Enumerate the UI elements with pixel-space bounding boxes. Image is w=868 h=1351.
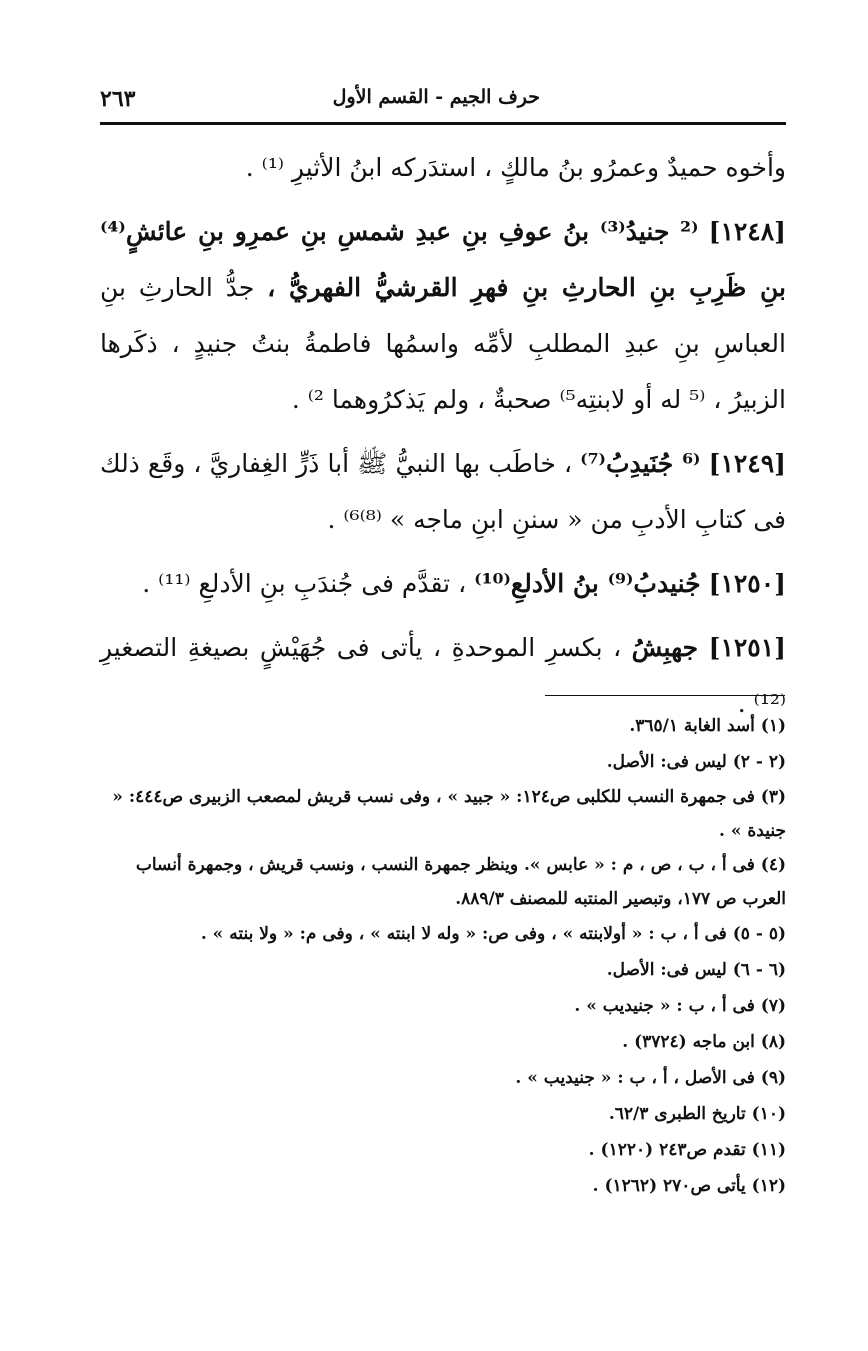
header-rule (100, 122, 786, 125)
main-text (100, 140, 786, 732)
entry-number: [١٢٤٩] (708, 449, 787, 478)
footnote: (١١) تقدم ص٢٤٣ (١٢٢٠) . (588, 1140, 786, 1160)
entry-1249 (100, 436, 786, 548)
footnote: (٣) فى جمهرة النسب للكلبى ص١٢٤: « جبيد » ، وفى نسب قريش لمصعب الزبيرى ص٤٤٤: « جنيدة » . (112, 787, 786, 841)
footnotes (100, 708, 786, 1204)
footnote: (٤) فى أ ، ب ، ص ، م : « عابس ». وينظر جمهرة النسب ، ونسب قريش ، وجمهرة أنساب العرب ص ١٧٧، وتبصير المنتبه للمصنف ٨٨٩/٣. (135, 855, 786, 909)
footnote: (٩) فى الأصل ، أ ، ب : « جنيديب » . (515, 1068, 786, 1088)
footnote: (١) أسد الغابة ٣٦٥/١. (629, 716, 786, 736)
intro-paragraph: وأخوه حميدٌ وعمرُو بنُ مالكٍ ، استدَركه ابنُ الأثيرِ ⁽¹⁾ . (245, 153, 786, 182)
entry-text: ، بكسرِ الموحدةِ ، يأتى فى جُهَيْشٍ بصيغةِ التصغيرِ ⁽¹²⁾ . (100, 633, 786, 718)
entry-text: ، خاطَب بها النبيُّ ﷺ أبا ذَرٍّ الغِفاريَّ ، وقَع ذلك فى كتابِ الأدبِ من « سننِ ابنِ ماجه » ⁽⁸⁾⁶⁾ . (100, 449, 786, 534)
entry-text: ، تقدَّم فى جُندَبِ بنِ الأدلعِ ⁽¹¹⁾ . (142, 569, 467, 598)
entry-1248 (100, 204, 786, 428)
entry-name: ⁽² جنيدُ⁽³⁾ بنُ عوفِ بنِ عبدِ شمسِ بنِ عمرِو بنِ عائشٍ⁽⁴⁾ بنِ ظَرِبِ بنِ الحارثِ بنِ فهرِ القرشيُّ الفهريُّ ، (100, 217, 786, 302)
page-title: حرف الجيم - القسم الأول (332, 86, 540, 108)
footnote: (١٢) يأتى ص٢٧٠ (١٢٦٢) . (592, 1176, 786, 1196)
footnote: (٨) ابن ماجه (٣٧٢٤) . (622, 1032, 786, 1052)
entry-number: [١٢٥٠] (708, 569, 786, 598)
page-number: ٢٦٣ (100, 86, 136, 112)
running-header (100, 86, 786, 122)
footnote: (٦ - ٦) ليس فى: الأصل. (606, 960, 786, 980)
entry-name: جُنيدبُ⁽⁹⁾ بنُ الأدلعِ⁽¹⁰⁾ (474, 569, 701, 598)
footnote-separator (545, 695, 785, 696)
entry-name: ⁽⁶ جُنَيدِبُ⁽⁷⁾ (580, 449, 701, 478)
footnote: (١٠) تاريخ الطبرى ٦٢/٣. (608, 1104, 786, 1124)
entry-1250 (100, 556, 786, 612)
footnote: (٧) فى أ ، ب : « جنيديب » . (574, 996, 786, 1016)
entry-text: جدُّ الحارثِ بنِ العباسِ بنِ عبدِ المطلبِ لأمِّه واسمُها فاطمةُ بنتُ جنيدٍ ، ذكَرها الزبيرُ ، ⁽⁵ له أو لابنتِه⁵⁾ صحبةٌ ، ولم يَذكرُوهما ²⁾ . (100, 273, 786, 414)
entry-number: [١٢٥١] (708, 633, 787, 662)
entry-number: [١٢٤٨] (708, 217, 786, 246)
footnote: (٢ - ٢) ليس فى: الأصل. (606, 752, 786, 772)
entry-name: جهبِشُ (631, 633, 699, 662)
footnote: (٥ - ٥) فى أ ، ب : « أولابنته » ، وفى ص: « وله لا ابنته » ، وفى م: « ولا بنته » . (200, 924, 786, 944)
